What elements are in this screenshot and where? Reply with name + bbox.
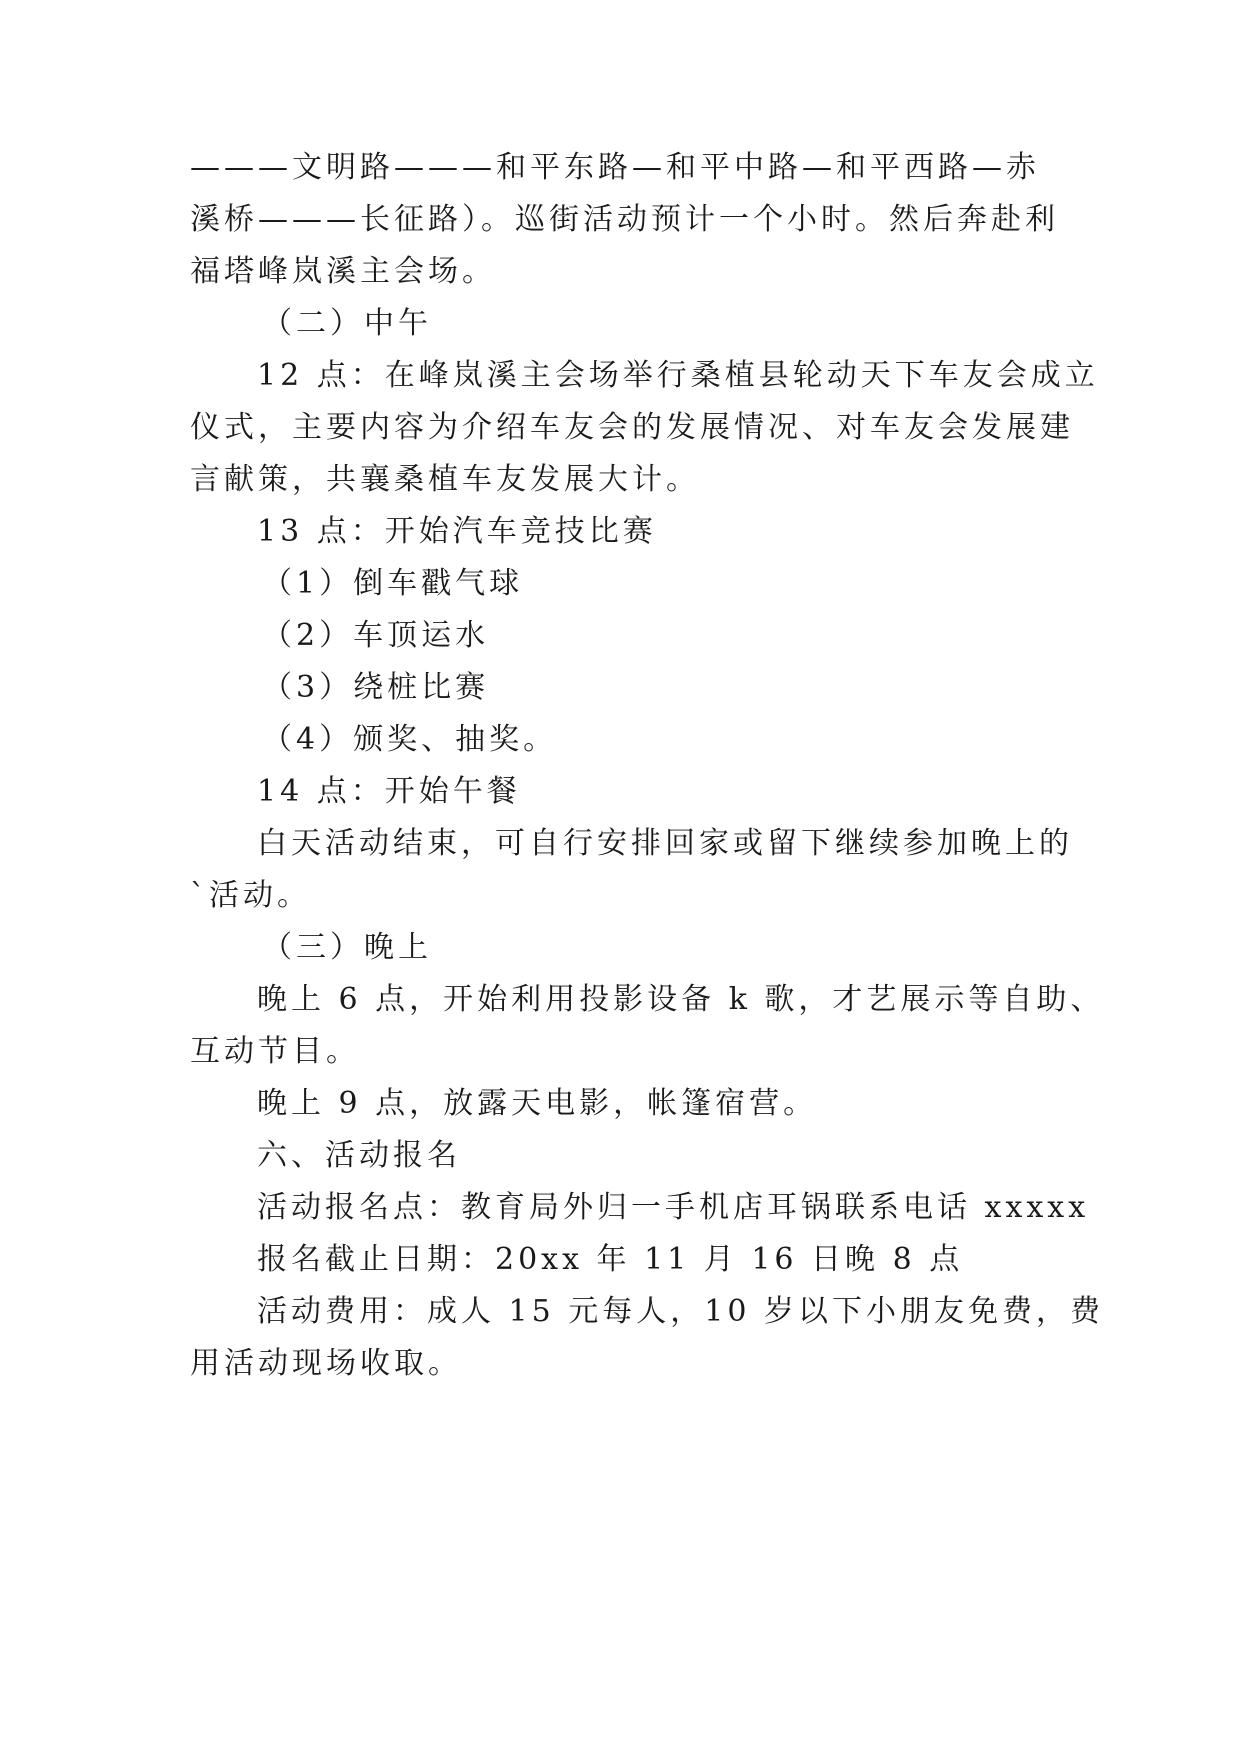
activity-fee-line-2: 用活动现场收取。 — [190, 1346, 462, 1381]
competition-item-2: （2）车顶运水 — [262, 618, 490, 653]
noon-paragraph-line-3: 言献策，共襄桑植车友发展大计。 — [190, 462, 700, 497]
section-noon-heading: （二）中午 — [262, 306, 432, 341]
route-line-2: 溪桥———长征路）。巡街活动预计一个小时。然后奔赴利 — [190, 202, 1059, 237]
competition-item-4: （4）颁奖、抽奖。 — [262, 722, 558, 757]
noon-paragraph-line-1: 12 点：在峰岚溪主会场举行桑植县轮动天下车友会成立 — [257, 358, 1099, 393]
section-evening-heading: （三）晚上 — [262, 930, 432, 965]
evening-line-2: 互动节目。 — [190, 1034, 360, 1069]
daytime-end-line-1: 白天活动结束，可自行安排回家或留下继续参加晚上的 — [257, 826, 1073, 861]
activity-fee-line-1: 活动费用：成人 15 元每人，10 岁以下小朋友免费，费 — [257, 1294, 1104, 1329]
competition-item-1: （1）倒车戳气球 — [262, 566, 524, 601]
competition-start-line: 13 点：开始汽车竞技比赛 — [257, 514, 657, 549]
lunch-line: 14 点：开始午餐 — [257, 774, 521, 809]
competition-item-3: （3）绕桩比赛 — [262, 670, 490, 705]
registration-deadline-line: 报名截止日期：20xx 年 11 月 16 日晚 8 点 — [257, 1242, 964, 1277]
evening-line-3: 晚上 9 点，放露天电影，帐篷宿营。 — [257, 1086, 818, 1121]
route-line-1: ———文明路———和平东路—和平中路—和平西路—赤 — [190, 150, 1040, 185]
registration-location-line: 活动报名点：教育局外归一手机店耳锅联系电话 xxxxx — [257, 1190, 1090, 1225]
daytime-end-line-2: `活动。 — [190, 878, 311, 913]
evening-line-1: 晚上 6 点，开始利用投影设备 k 歌，才艺展示等自助、 — [257, 982, 1105, 1017]
route-line-3: 福塔峰岚溪主会场。 — [190, 254, 496, 289]
section-registration-heading: 六、活动报名 — [257, 1138, 461, 1173]
noon-paragraph-line-2: 仪式，主要内容为介绍车友会的发展情况、对车友会发展建 — [190, 410, 1074, 445]
